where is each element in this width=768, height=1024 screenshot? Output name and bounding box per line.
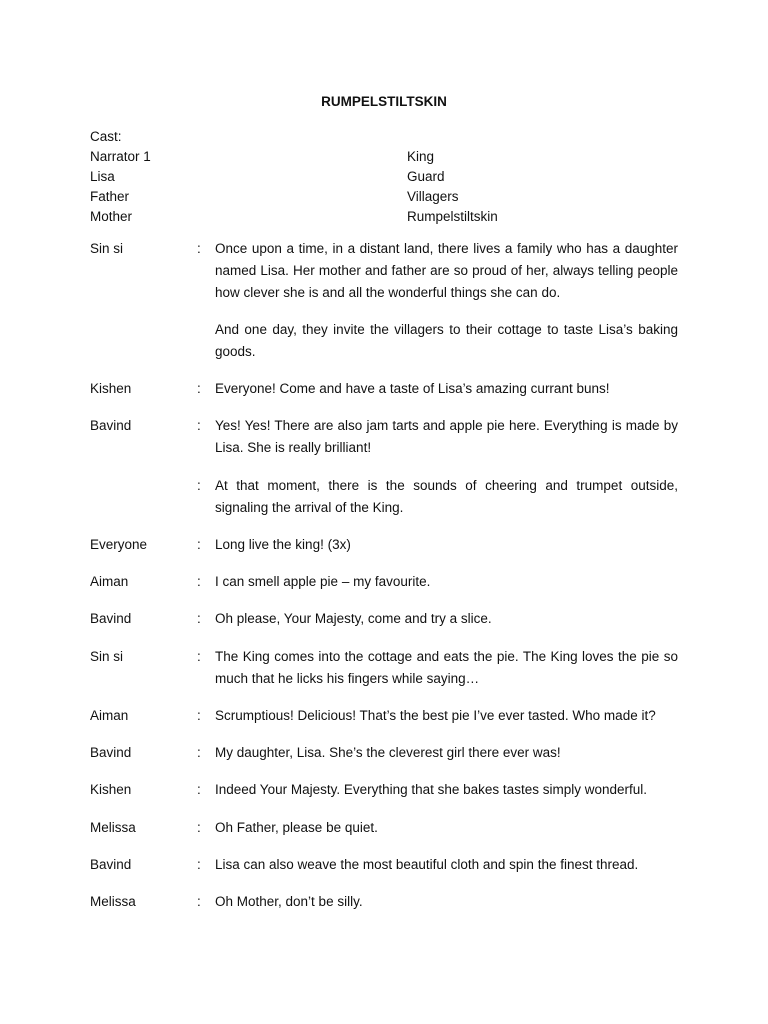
dialogue-text: Indeed Your Majesty. Everything that she bakes tastes simply wonderful. [215,782,647,797]
cast-member: King [407,149,435,164]
speaker-colon: : [197,478,201,493]
dialogue-text: Yes! Yes! There are also jam tarts and apple pie here. Everything is made by Lisa. She is really brilliant! [215,418,678,455]
speaker-name: Aiman [90,708,129,723]
speaker-colon: : [197,611,201,626]
dialogue-text: Oh please, Your Majesty, come and try a slice. [215,611,492,626]
speaker-colon: : [197,381,201,396]
speaker-name: Kishen [90,782,132,797]
dialogue-text: Scrumptious! Delicious! That’s the best pie I’ve ever tasted. Who made it? [215,708,656,723]
cast-label: Cast: [90,129,122,144]
dialogue-text: Oh Mother, don’t be silly. [215,894,363,909]
speaker-colon: : [197,820,201,835]
speaker-name: Everyone [90,537,148,552]
cast-list [90,127,690,227]
dialogue-text: Long live the king! (3x) [215,537,351,552]
speaker-colon: : [197,537,201,552]
cast-member: Rumpelstiltskin [407,209,498,224]
speaker-colon: : [197,708,201,723]
dialogue-text: The King comes into the cottage and eats the pie. The King loves the pie so much that he licks his fingers while saying… [215,649,678,686]
speaker-colon: : [197,745,201,760]
speaker-name: Bavind [90,857,132,872]
speaker-name: Melissa [90,820,136,835]
speaker-name: Bavind [90,611,132,626]
cast-member: Lisa [90,169,115,184]
cast-member: Narrator 1 [90,149,151,164]
speaker-colon: : [197,857,201,872]
dialogue-text: My daughter, Lisa. She’s the cleverest girl there ever was! [215,745,561,760]
speaker-name: Bavind [90,418,132,433]
speaker-colon: : [197,418,201,433]
speaker-colon: : [197,574,201,589]
cast-member: Father [90,189,130,204]
cast-column-right [407,147,690,227]
cast-member: Villagers [407,189,459,204]
dialogue-text: Oh Father, please be quiet. [215,820,378,835]
speaker-name: Melissa [90,894,136,909]
speaker-name: Sin si [90,241,124,256]
speaker-name: Aiman [90,574,129,589]
speaker-colon: : [197,241,201,256]
speaker-name: Kishen [90,381,132,396]
cast-column-left [90,147,407,227]
speaker-colon: : [197,782,201,797]
dialogue-text: Once upon a time, in a distant land, there lives a family who has a daughter named Lisa. Her mother and father are so proud of her, always telling people how clever she is and all the wonderful things she can do. [215,241,678,300]
dialogue-text: I can smell apple pie – my favourite. [215,574,431,589]
dialogue-text: And one day, they invite the villagers to their cottage to taste Lisa’s baking goods. [215,322,678,359]
dialogue-text: Everyone! Come and have a taste of Lisa’s amazing currant buns! [215,381,610,396]
speaker-name: Sin si [90,649,124,664]
cast-member: Mother [90,209,133,224]
dialogue-text: At that moment, there is the sounds of cheering and trumpet outside, signaling the arrival of the King. [215,478,678,515]
speaker-colon: : [197,894,201,909]
cast-grid [90,147,690,227]
speaker-name: Bavind [90,745,132,760]
speaker-colon: : [197,649,201,664]
script-title: RUMPELSTILTSKIN [321,94,447,109]
dialogue-text: Lisa can also weave the most beautiful cloth and spin the finest thread. [215,857,639,872]
cast-member: Guard [407,169,445,184]
